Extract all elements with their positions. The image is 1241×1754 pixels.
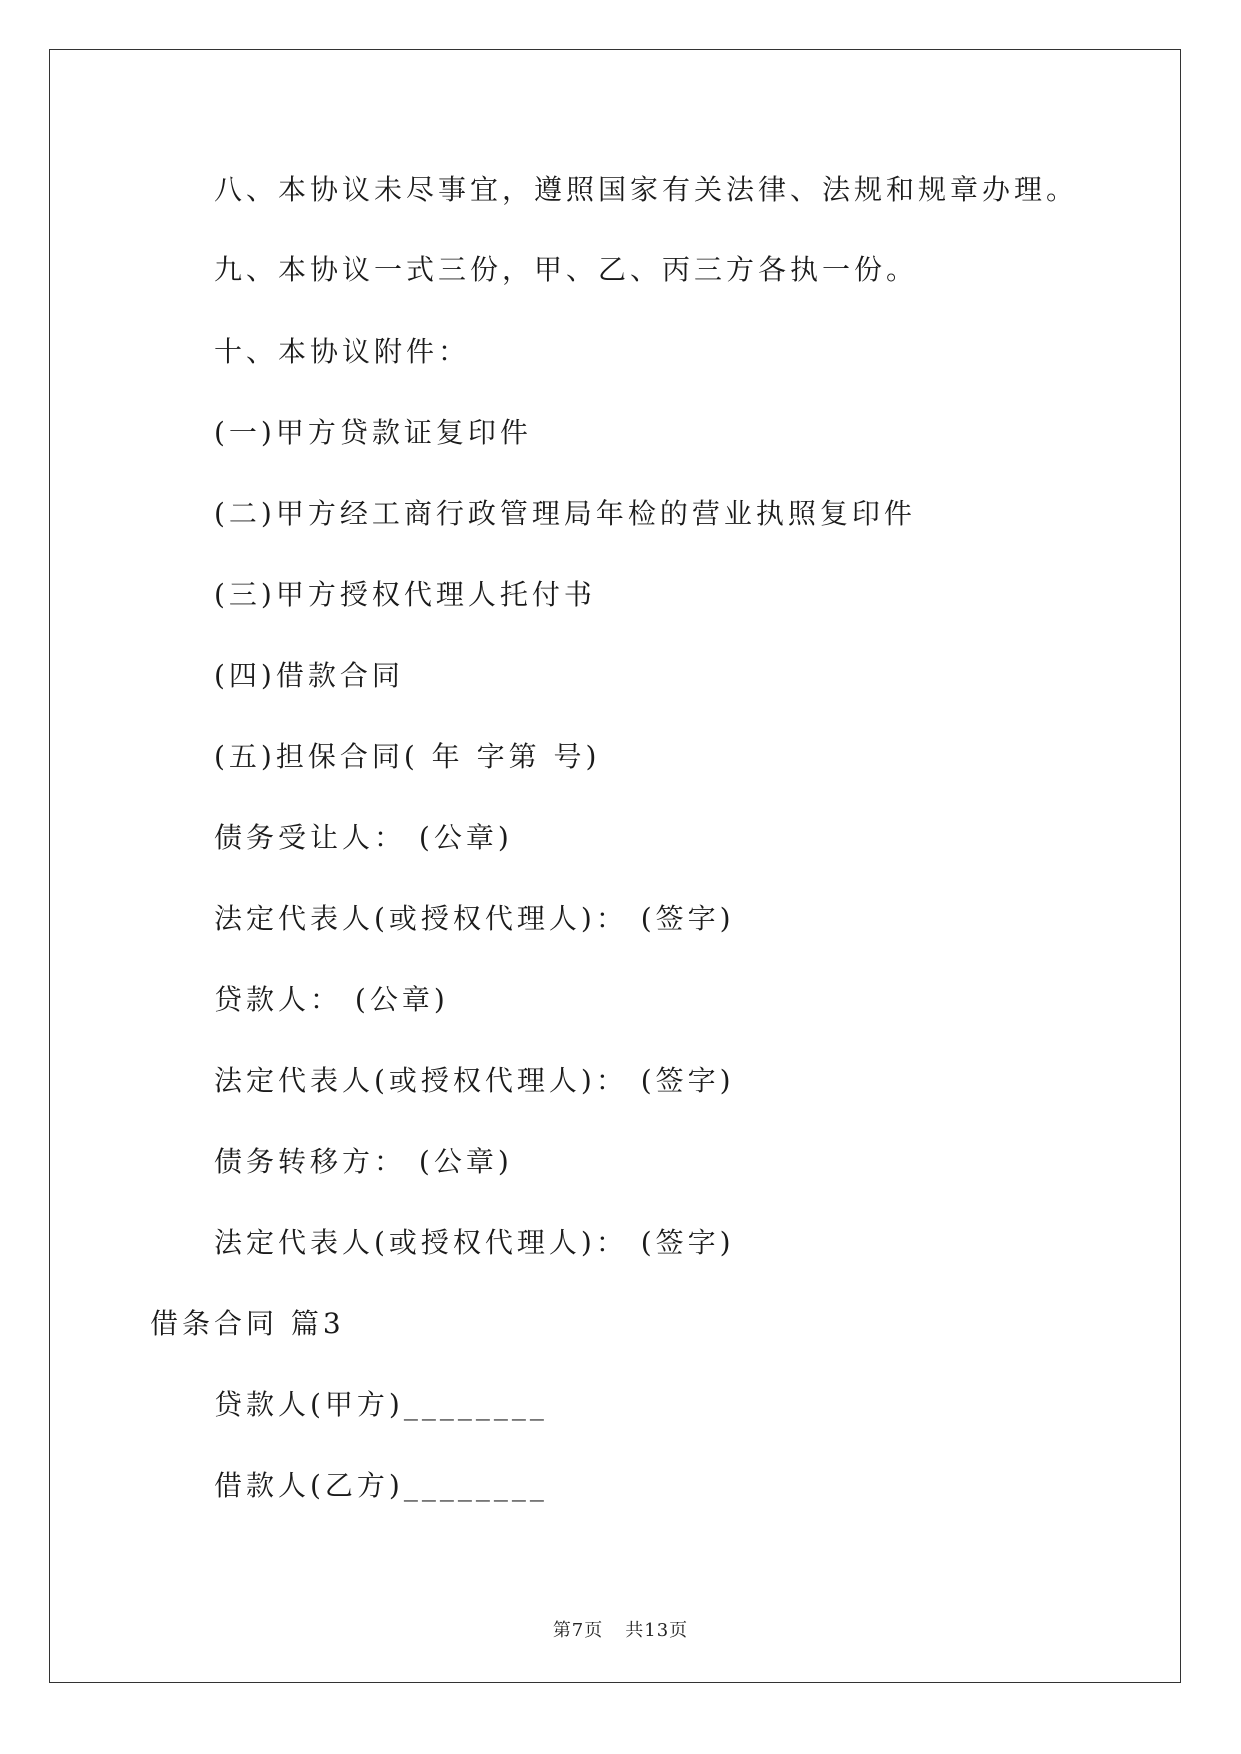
paragraph-article-9: 九、本协议一式三份，甲、乙、丙三方各执一份。 <box>214 253 919 286</box>
signature-transferor-representative: 法定代表人(或授权代理人)： (签字) <box>214 1226 735 1259</box>
page-total: 共13页 <box>625 1620 689 1641</box>
signature-assignee: 债务受让人： (公章) <box>214 821 513 854</box>
paragraph-article-10: 十、本协议附件： <box>214 335 471 368</box>
page-number: 第7页 <box>552 1620 604 1641</box>
signature-lender-representative: 法定代表人(或授权代理人)： (签字) <box>214 1064 735 1097</box>
field-borrower: 借款人(乙方)________ <box>214 1469 548 1502</box>
page-border <box>49 49 1181 1683</box>
attachment-item-3: (三)甲方授权代理人托付书 <box>214 578 596 611</box>
attachment-item-1: (一)甲方贷款证复印件 <box>214 416 532 449</box>
signature-lender: 贷款人： (公章) <box>214 983 449 1016</box>
page-footer <box>0 1616 1241 1642</box>
field-lender: 贷款人(甲方)________ <box>214 1388 548 1421</box>
signature-assignee-representative: 法定代表人(或授权代理人)： (签字) <box>214 902 735 935</box>
section-heading: 借条合同 篇3 <box>150 1307 345 1340</box>
attachment-item-5: (五)担保合同( 年 字第 号) <box>214 740 601 773</box>
paragraph-article-8: 八、本协议未尽事宜，遵照国家有关法律、法规和规章办理。 <box>214 173 1079 206</box>
attachment-item-4: (四)借款合同 <box>214 659 404 692</box>
signature-transferor: 债务转移方： (公章) <box>214 1145 513 1178</box>
attachment-item-2: (二)甲方经工商行政管理局年检的营业执照复印件 <box>214 497 916 530</box>
